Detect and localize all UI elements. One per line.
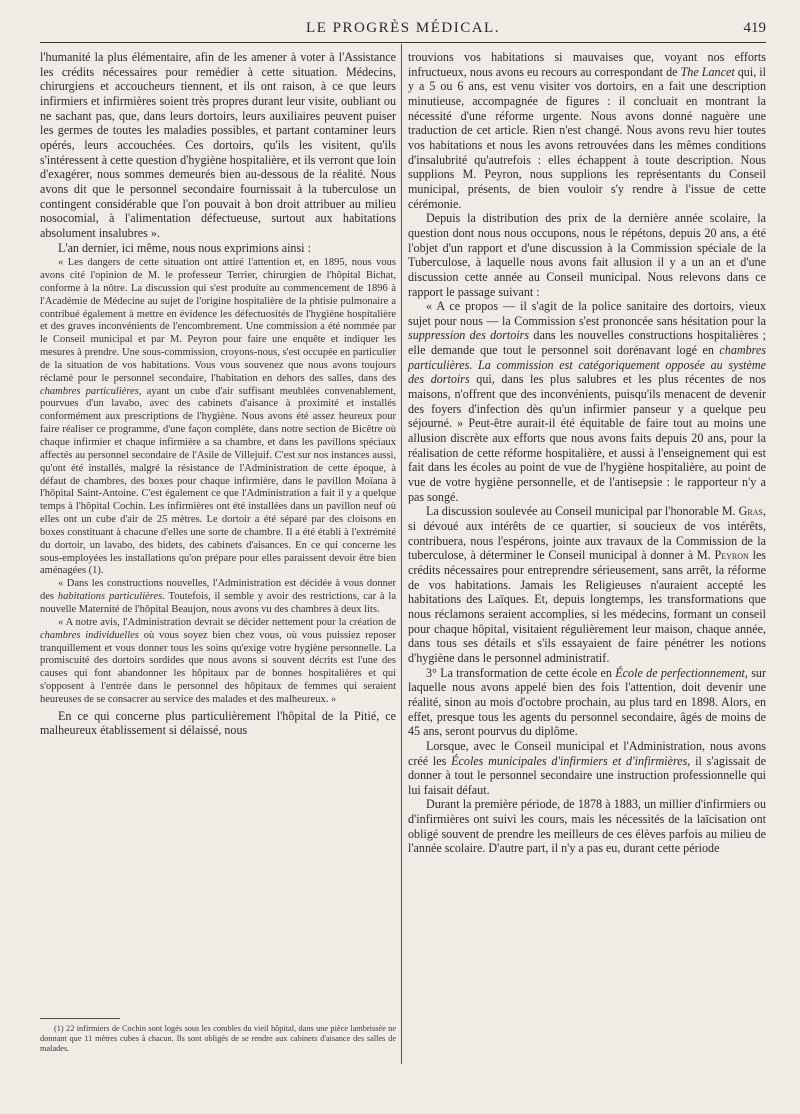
paragraph: l'humanité la plus élémentaire, afin de les amener à voter à l'Assistance les crédits nécessaires pour remédier à cette situation. Médecins, chirurgiens et accoucheurs tiennent, et ils ont raison, à ce que leurs infirmiers et infirmières soient très propres durant leur visite, oubliant ou ne sachant pas, que, dans leurs dortoirs, leurs auxiliaires peuvent puiser les germes de toutes les maladies possibles, et partant contaminer leurs opérés, leurs accouchées. Ces dortoirs, qu'ils les visitent, qu'ils s'intéressent à cette question d'hygiène hospitalière, et ils verront que loin d'exagérer, nous sommes demeurés bien au-dessous de la réalité. Nous avons dit que le personnel secondaire fournissait à la tuberculose un contingent considérable que l'on pouvait à bon droit attribuer au milieu nosocomial, à l'alimentation défectueuse, surtout aux habitations absolument insalubres ». <box>40 50 396 240</box>
emphasis: habitations particulières. <box>57 591 165 603</box>
emphasis: suppression des dortoirs <box>408 328 530 343</box>
emphasis: chambres particulières. La commission est catégoriquement opposée au système des dortoirs <box>408 343 766 387</box>
emphasis: École de perfectionnement, <box>615 665 748 680</box>
emphasis: chambres individuelles <box>40 629 139 641</box>
paragraph: Lorsque, avec le Conseil municipal et l'Administration, nous avons créé les Écoles municipales d'infirmiers et d'infirmières, il s'agissait de donner à tout le personnel secondaire une instruction professionnelle qui lui faisait défaut. <box>408 738 767 797</box>
right-column <box>408 50 766 856</box>
paragraph: Depuis la distribution des prix de la dernière année scolaire, la question dont nous nous occupons, nous le répétons, depuis 20 ans, a été l'objet d'un rapport et d'une discussion à la Commission spéciale de la Tuberculose, à laquelle nous avons fait allusion il y a un an et d'une discussion cette année au Conseil municipal. Nous relevons dans ce rapport le passage suivant : <box>408 211 766 299</box>
page-number: 419 <box>743 20 766 36</box>
running-title: LE PROGRÈS MÉDICAL. <box>306 20 500 36</box>
paragraph: Durant la première période, de 1878 à 1883, un millier d'infirmiers ou d'infirmières ont suivi les cours, mais les nécessités de la laïcisation ont obligé souvent de prendre les meilleurs de ces élèves parfois au milieu de l'année scolaire. D'autre part, il n'y a pas eu, durant cette période <box>408 797 766 856</box>
quotation-paragraph: « Les dangers de cette situation ont attiré l'attention et, en 1895, nous vous avons cité l'opinion de M. le professeur Terrier, chirurgien de l'hôpital Bichat, conforme à la nôtre. La discussion qui s'est produite au commencement de 1896 à l'Académie de Médecine au sujet de l'origine hospitalière de la phtisie pulmonaire a contribué également à mettre en évidence les défectuosités de l'hygiène hospitalière et des graves inconvénients de l'encombrement. Une commission a été nommée par le Conseil municipal et par M. Peyron pour faire une enquête et indiquer les mesures à prendre. Une sous-commission, croyons-nous, s'est occupée en particulier de la situation de vos habitations. Vous vous souvenez que nous avons toujours réclamé pour le personnel secondaire, l'habitation en dehors des salles, dans des chambres particulières, ayant un cube d'air suffisant meublées convenablement, pourvues d'un lavabo, avec des cabinets d'aisance à proximité et installés conformément aux prescriptions de l'hygiène. Nous avons été assez heureux pour faire réaliser ce programme, d'une façon complète, dans notre section de Bicêtre où chaque infirmier et chaque infirmière a sa chambre, et dans les pavillons spéciaux affectés au personnel secondaire de l'Asile de Villejuif. C'est sur nos instances aussi, qu'ont été installés, malgré la résistance de l'Administration de cette époque, à défaut de chambres, des boxes pour chaque infirmière, dans le pavillon Moïana à l'hôpital Saint-Antoine. C'est également ce que l'Administration a fait il y a quelque temps à l'hôpital Cochin. Les infirmières ont été installées dans un pavillon neuf où elles ont un cube d'air de 25 mètres. Le dortoir a été séparé par des cloisons en boxes constituant à chacune d'elles une sorte de chambre. Il a été établi à l'extrémité du dortoir, un lavabo, des bidets, des cabinets d'aisances. En ce qui concerne les sous-employées les installations qu'on prépare pour elles paraissent devoir être bien aménagées (1). <box>40 257 396 577</box>
footnote: (1) 22 infirmiers de Cochin sont logés sous les combles du vieil hôpital, dans une pièce lambrissée ne donnant que 11 mètres cubes à chacun. Ils sont obligés de se rendre aux cabinets d'aisance des salles de malades. <box>40 1024 396 1054</box>
quotation-paragraph: « A notre avis, l'Administration devrait se décider nettement pour la création de chambres individuelles où vous soyez bien chez vous, où vous puissiez reposer tranquillement et vous donner tous les soins qu'exige votre hygiène personnelle. La promiscuité des dortoirs sordides que nous avons si souvent décrits est l'une des causes qui font abandonner les hôpitaux par de bonnes hospitalières et qui s'opposent à l'entrée dans le personnel des hôpitaux de femmes qui seraient heureuses de se consacrer au service des malades et des malheureux. » <box>40 616 397 705</box>
left-column <box>40 50 396 738</box>
person-name: Gras <box>738 504 763 519</box>
paragraph: 3° La transformation de cette école en École de perfectionnement, sur laquelle nous avons appelé bien des fois l'attention, doit devenir une réalité, sinon au mois d'octobre prochain, au plus tard en 1898. Alors, en effet, presque tous les agents du personnel secondaire, âgés de moins de 45 ans, seront pourvus du diplôme. <box>408 665 766 739</box>
emphasis: chambres particulières, <box>40 385 142 397</box>
paragraph: « A ce propos — il s'agit de la police sanitaire des dortoirs, vieux sujet pour nous — la Commission s'est prononcée sans hésitation pour la suppression des dortoirs dans les nouvelles constructions hospitalières ; elle demande que tout le personnel soit dorénavant logé en chambres particulières. La commission est catégoriquement opposée au système des dortoirs qui, dans les plus salubres et les plus récentes de nos maisons, n'offrent que des inconvénients, puisqu'ils menacent de devenir des foyers d'infection dès qu'un infirmier panseur y a quelque peu séjourné. » Peut-être aurait-il été équitable de faire tout au moins une allusion discrète aux efforts que nous avons faits depuis 20 ans, pour la réalisation de cette réforme hospitalière, et aussi à l'enseignement qui est fait dans les écoles au point de vue de l'hygiène hospitalière, au point de vue de votre hygiène personnelle, et de l'antisepsie : le rapporteur n'y a pas songé. <box>408 299 766 504</box>
paragraph: La discussion soulevée au Conseil municipal par l'honorable M. Gras, si dévoué aux intérêts de ce quartier, si soucieux de vos intérêts, contribuera, nous l'espérons, jointe aux travaux de la Commission de la tuberculose, à déterminer le Conseil municipal à donner à M. Peyron les crédits nécessaires pour entreprendre sérieusement, sans arrêt, la réforme de vos habitations. Jamais les Religieuses n'auraient accepté les habitations des Laïques. Et, depuis longtemps, les transformations que nous réclamons seraient accomplies, si les médecins, formant un conseil pour chaque hôpital, visitaient régulièrement leur maison, chaque année, dans tous ses détails et s'ils essayaient de faire pénétrer les notions d'hygiène dans le personnel administratif. <box>408 504 767 665</box>
quotation-paragraph: « Dans les constructions nouvelles, l'Administration est décidée à vous donner des habitations particulières. Toutefois, il semble y avoir des restrictions, car à la nouvelle Maternité de l'hôpital Beaujon, nous avons vu des chambres à deux lits. <box>40 578 397 615</box>
emphasis: The Lancet <box>680 64 735 79</box>
page-header <box>40 18 766 43</box>
person-name: Peyron <box>714 548 749 563</box>
paragraph: En ce qui concerne plus particulièrement l'hôpital de la Pitié, ce malheureux établissement si délaissé, nous <box>40 708 396 738</box>
emphasis: Écoles municipales d'infirmiers et d'infirmières, <box>451 753 691 768</box>
footnote-rule <box>40 1018 120 1019</box>
paragraph: trouvions vos habitations si mauvaises que, voyant nos efforts infructueux, nous avons eu recours au correspondant de The Lancet qui, il y a 5 ou 6 ans, est venu visiter vos dortoirs, en a fait une description minutieuse, accompagnée de figures : il concluait en montrant la nécessité d'une réforme urgente. Nous avons donné naguère une traduction de cet article. Rien n'est changé. Nous avons revu hier toutes vos habitations et nous les avons retrouvées dans les mêmes conditions d'insalubrité qu'autrefois : elles échappent à toute description. Nous supplions M. Peyron, nous supplions les représentants du Conseil municipal, présents, de bien vouloir s'y rendre à l'issue de cette cérémonie. <box>408 50 766 211</box>
column-divider <box>401 44 402 1064</box>
paragraph: L'an dernier, ici même, nous nous exprimions ainsi : <box>58 240 311 255</box>
